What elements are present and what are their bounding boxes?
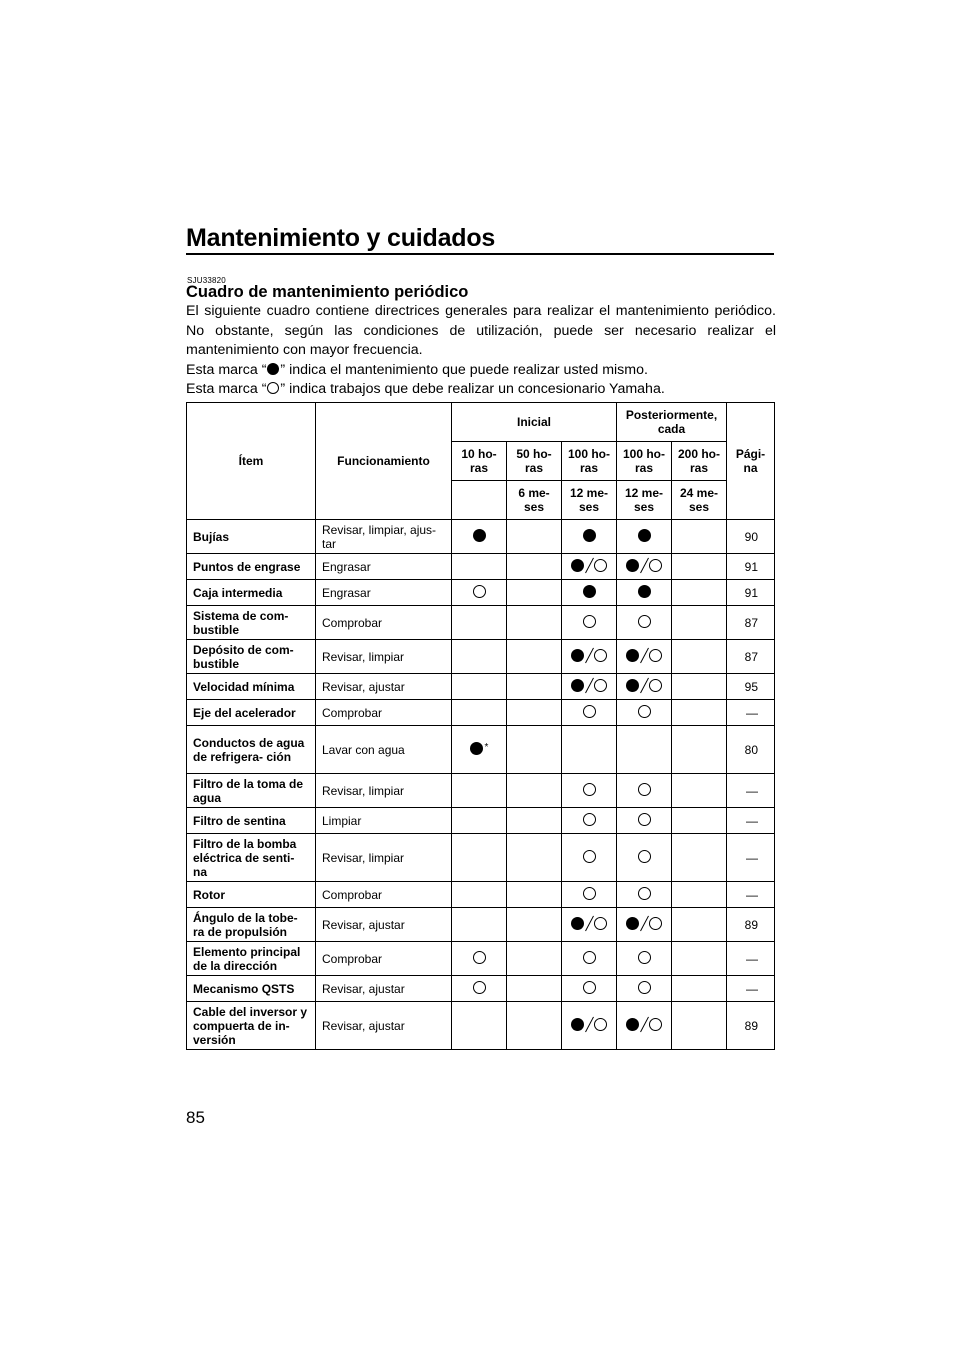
header-hours: 50 ho- ras [507,442,562,481]
filled-or-open-mark [626,678,662,693]
row-operation: Comprobar [316,606,452,640]
filled-mark [638,585,651,598]
maintenance-mark-cell [507,1002,562,1050]
open-circle-icon [649,1018,662,1031]
open-circle-icon [638,783,651,796]
row-page: 89 [727,908,775,942]
row-item: Depósito de com- bustible [187,640,316,674]
open-circle-icon [473,585,486,598]
row-item: Filtro de sentina [187,808,316,834]
maintenance-mark-cell [617,674,672,700]
title-rule [186,253,774,255]
row-item: Puntos de engrase [187,554,316,580]
filled-circle-icon [571,1018,584,1031]
open-mark [638,887,651,900]
row-item: Filtro de la bomba eléctrica de senti- na [187,834,316,882]
maintenance-mark-cell [452,606,507,640]
table-row [187,942,775,976]
header-page: Pági- na [727,403,775,520]
maintenance-mark-cell [562,554,617,580]
legend-filled-before: Esta marca “ [186,361,267,378]
maintenance-mark-cell [562,700,617,726]
maintenance-mark-cell [617,808,672,834]
maintenance-mark-cell [672,976,727,1002]
legend-open-before: Esta marca “ [186,381,267,397]
open-circle-icon [583,951,596,964]
header-months: 6 me- ses [507,481,562,520]
row-item: Filtro de la toma de agua [187,774,316,808]
header-operation: Funcionamiento [316,403,452,520]
table-row [187,976,775,1002]
filled-or-open-mark [626,558,662,573]
maintenance-mark-cell [562,808,617,834]
maintenance-mark-cell [507,908,562,942]
maintenance-mark-cell [672,942,727,976]
filled-mark [638,529,651,542]
filled-circle-icon [571,917,584,930]
row-item: Caja intermedia [187,580,316,606]
table-row [187,726,775,774]
open-circle-icon [583,813,596,826]
slash-icon [585,678,593,693]
maintenance-mark-cell [617,700,672,726]
maintenance-mark-cell [617,640,672,674]
filled-mark [473,529,486,542]
maintenance-mark-cell [562,942,617,976]
filled-or-open-mark [571,648,607,663]
row-page: 80 [727,726,775,774]
open-mark [638,783,651,796]
maintenance-mark-cell [672,834,727,882]
open-circle-icon [583,850,596,863]
row-operation: Revisar, ajustar [316,908,452,942]
maintenance-mark-cell [617,580,672,606]
maintenance-mark-cell [507,700,562,726]
maintenance-mark-cell [562,834,617,882]
maintenance-mark-cell [507,834,562,882]
maintenance-mark-cell [507,774,562,808]
maintenance-mark-cell [452,580,507,606]
filled-or-open-mark [571,1017,607,1032]
filled-circle-icon [583,529,596,542]
maintenance-mark-cell [507,726,562,774]
intro-paragraph: El siguiente cuadro contiene directrices generales para realizar el mantenimiento periódico. No obstante, según las condiciones de utilización, puede ser necesario realizar el mantenimiento con mayor frecuencia. [186,303,776,358]
open-circle-icon [649,649,662,662]
maintenance-mark-cell [507,674,562,700]
open-mark [638,981,651,994]
row-operation: Comprobar [316,700,452,726]
maintenance-mark-cell [452,808,507,834]
row-page: 87 [727,606,775,640]
row-operation: Engrasar [316,554,452,580]
header-hours: 100 ho- ras [617,442,672,481]
maintenance-mark-cell [672,774,727,808]
maintenance-mark-cell [562,976,617,1002]
open-mark [583,981,596,994]
row-page: — [727,808,775,834]
row-item: Eje del acelerador [187,700,316,726]
maintenance-mark-cell [562,774,617,808]
filled-circle-icon [626,649,639,662]
filled-or-open-mark [571,558,607,573]
maintenance-mark-cell [562,726,617,774]
table-row [187,580,775,606]
maintenance-mark-cell [507,520,562,554]
open-mark [583,813,596,826]
open-mark [638,813,651,826]
open-circle-icon [638,615,651,628]
maintenance-mark-cell [617,942,672,976]
row-item: Sistema de com- bustible [187,606,316,640]
filled-or-open-mark [626,648,662,663]
row-item: Velocidad mínima [187,674,316,700]
maintenance-mark-cell [452,1002,507,1050]
maintenance-mark-cell [562,640,617,674]
maintenance-mark-cell [617,976,672,1002]
maintenance-mark-cell [452,674,507,700]
maintenance-mark-cell [617,726,672,774]
filled-circle-icon [626,917,639,930]
row-operation: Revisar, limpiar [316,640,452,674]
asterisk-note: * [484,742,489,754]
open-circle-icon [594,1018,607,1031]
open-circle-icon [638,813,651,826]
open-mark [583,705,596,718]
open-circle-icon [638,705,651,718]
maintenance-mark-cell [672,580,727,606]
slash-icon [585,558,593,573]
header-item: Ítem [187,403,316,520]
row-page: 89 [727,1002,775,1050]
maintenance-mark-cell [672,882,727,908]
maintenance-mark-cell [617,774,672,808]
filled-mark [470,741,489,755]
maintenance-mark-cell [562,908,617,942]
open-mark [583,951,596,964]
slash-icon [640,648,648,663]
slash-icon [585,648,593,663]
filled-circle-icon [638,585,651,598]
row-item: Elemento principal de la dirección [187,942,316,976]
open-mark [638,705,651,718]
filled-or-open-mark [571,678,607,693]
open-circle-icon [594,917,607,930]
row-operation: Engrasar [316,580,452,606]
slash-icon [640,1017,648,1032]
filled-mark [583,529,596,542]
maintenance-mark-cell [452,554,507,580]
open-circle-icon [594,559,607,572]
header-months: 12 me- ses [562,481,617,520]
slash-icon [585,1017,593,1032]
maintenance-mark-cell [672,606,727,640]
maintenance-mark-cell [507,606,562,640]
row-item: Mecanismo QSTS [187,976,316,1002]
table-row [187,674,775,700]
table-row [187,554,775,580]
maintenance-mark-cell [452,774,507,808]
maintenance-mark-cell [672,640,727,674]
maintenance-mark-cell [452,520,507,554]
header-months: 24 me- ses [672,481,727,520]
maintenance-mark-cell [672,520,727,554]
open-circle-icon [638,850,651,863]
filled-circle-icon [473,529,486,542]
row-page: — [727,882,775,908]
open-mark [583,850,596,863]
maintenance-mark-cell [562,882,617,908]
maintenance-mark-cell [672,808,727,834]
maintenance-mark-cell [562,606,617,640]
row-page: 95 [727,674,775,700]
open-circle-icon [638,981,651,994]
maintenance-mark-cell [452,726,507,774]
open-circle-icon [649,679,662,692]
row-operation: Revisar, ajustar [316,1002,452,1050]
maintenance-mark-cell [452,882,507,908]
open-circle-icon [594,679,607,692]
open-mark [583,783,596,796]
maintenance-mark-cell [672,1002,727,1050]
filled-circle-icon [571,679,584,692]
row-page: 87 [727,640,775,674]
maintenance-mark-cell [507,976,562,1002]
slash-icon [640,916,648,931]
table-row [187,882,775,908]
table-row [187,520,775,554]
open-mark [638,850,651,863]
row-page: 90 [727,520,775,554]
table-row [187,834,775,882]
slash-icon [640,678,648,693]
table-row [187,1002,775,1050]
row-operation: Limpiar [316,808,452,834]
header-months: 12 me- ses [617,481,672,520]
open-circle-icon [583,981,596,994]
maintenance-mark-cell [452,834,507,882]
filled-circle-icon [626,679,639,692]
header-hours: 10 ho- ras [452,442,507,481]
maintenance-mark-cell [507,942,562,976]
row-page: 91 [727,554,775,580]
maintenance-table [186,402,775,1050]
open-circle-icon [267,382,279,394]
maintenance-mark-cell [672,700,727,726]
maintenance-mark-cell [507,580,562,606]
table-row [187,774,775,808]
row-page: — [727,700,775,726]
maintenance-mark-cell [562,674,617,700]
open-circle-icon [583,783,596,796]
row-operation: Comprobar [316,882,452,908]
open-mark [473,981,486,994]
maintenance-mark-cell [507,640,562,674]
maintenance-mark-cell [562,580,617,606]
row-item: Rotor [187,882,316,908]
filled-circle-icon [626,1018,639,1031]
section-heading: Cuadro de mantenimiento periódico [186,283,469,301]
slash-icon [640,558,648,573]
maintenance-mark-cell [672,726,727,774]
maintenance-mark-cell [672,554,727,580]
open-circle-icon [473,951,486,964]
row-page: — [727,774,775,808]
maintenance-mark-cell [617,908,672,942]
open-circle-icon [583,705,596,718]
legend-filled-after: ” indica el mantenimiento que puede realizar usted mismo. [280,361,648,378]
maintenance-mark-cell [507,808,562,834]
filled-circle-icon [583,585,596,598]
slash-icon [585,916,593,931]
maintenance-mark-cell [617,882,672,908]
row-operation: Revisar, limpiar [316,834,452,882]
row-operation: Revisar, limpiar, ajus- tar [316,520,452,554]
row-operation: Comprobar [316,942,452,976]
intro-text [186,302,776,400]
open-mark [583,615,596,628]
filled-circle-icon [571,559,584,572]
maintenance-mark-cell [617,834,672,882]
open-circle-icon [583,887,596,900]
row-page: — [727,834,775,882]
filled-circle-icon [626,559,639,572]
table-row [187,640,775,674]
open-mark [638,951,651,964]
open-mark [473,951,486,964]
maintenance-mark-cell [452,700,507,726]
maintenance-mark-cell [672,908,727,942]
open-circle-icon [638,887,651,900]
row-item: Conductos de agua de refrigera- ción [187,726,316,774]
legend-open-line [186,380,776,400]
header-thereafter: Posteriormente, cada [617,403,727,442]
maintenance-mark-cell [617,1002,672,1050]
row-page: 91 [727,580,775,606]
table-row [187,908,775,942]
filled-circle-icon [571,649,584,662]
open-circle-icon [638,951,651,964]
filled-circle-icon [638,529,651,542]
filled-circle-icon [470,742,483,755]
page-title: Mantenimiento y cuidados [186,224,496,252]
row-item: Cable del inversor y compuerta de in- versión [187,1002,316,1050]
open-mark [583,887,596,900]
row-operation: Lavar con agua [316,726,452,774]
maintenance-mark-cell [452,942,507,976]
maintenance-mark-cell [507,554,562,580]
table-row [187,700,775,726]
row-operation: Revisar, ajustar [316,674,452,700]
legend-filled-line [186,361,776,381]
maintenance-mark-cell [452,976,507,1002]
open-circle-icon [583,615,596,628]
open-mark [473,585,486,598]
maintenance-mark-cell [562,520,617,554]
filled-mark [583,585,596,598]
open-circle-icon [649,917,662,930]
header-initial: Inicial [452,403,617,442]
legend-open-after: ” indica trabajos que debe realizar un concesionario Yamaha. [280,381,665,397]
maintenance-mark-cell [672,674,727,700]
open-circle-icon [473,981,486,994]
maintenance-mark-cell [452,908,507,942]
table-row [187,808,775,834]
filled-or-open-mark [626,916,662,931]
open-circle-icon [649,559,662,572]
filled-or-open-mark [571,916,607,931]
page-number: 85 [186,1108,205,1127]
open-mark [638,615,651,628]
open-circle-icon [594,649,607,662]
maintenance-mark-cell [617,520,672,554]
row-item: Bujías [187,520,316,554]
maintenance-mark-cell [562,1002,617,1050]
maintenance-mark-cell [507,882,562,908]
filled-or-open-mark [626,1017,662,1032]
maintenance-mark-cell [452,640,507,674]
row-operation: Revisar, ajustar [316,976,452,1002]
maintenance-mark-cell [617,606,672,640]
row-page: — [727,976,775,1002]
section-code: SJU33820 [187,276,226,285]
header-months [452,481,507,520]
row-page: — [727,942,775,976]
row-item: Ángulo de la tobe- ra de propulsión [187,908,316,942]
table-body [187,520,775,1050]
header-hours: 200 ho- ras [672,442,727,481]
filled-circle-icon [267,363,279,375]
row-operation: Revisar, limpiar [316,774,452,808]
table-row [187,606,775,640]
header-hours: 100 ho- ras [562,442,617,481]
maintenance-mark-cell [617,554,672,580]
